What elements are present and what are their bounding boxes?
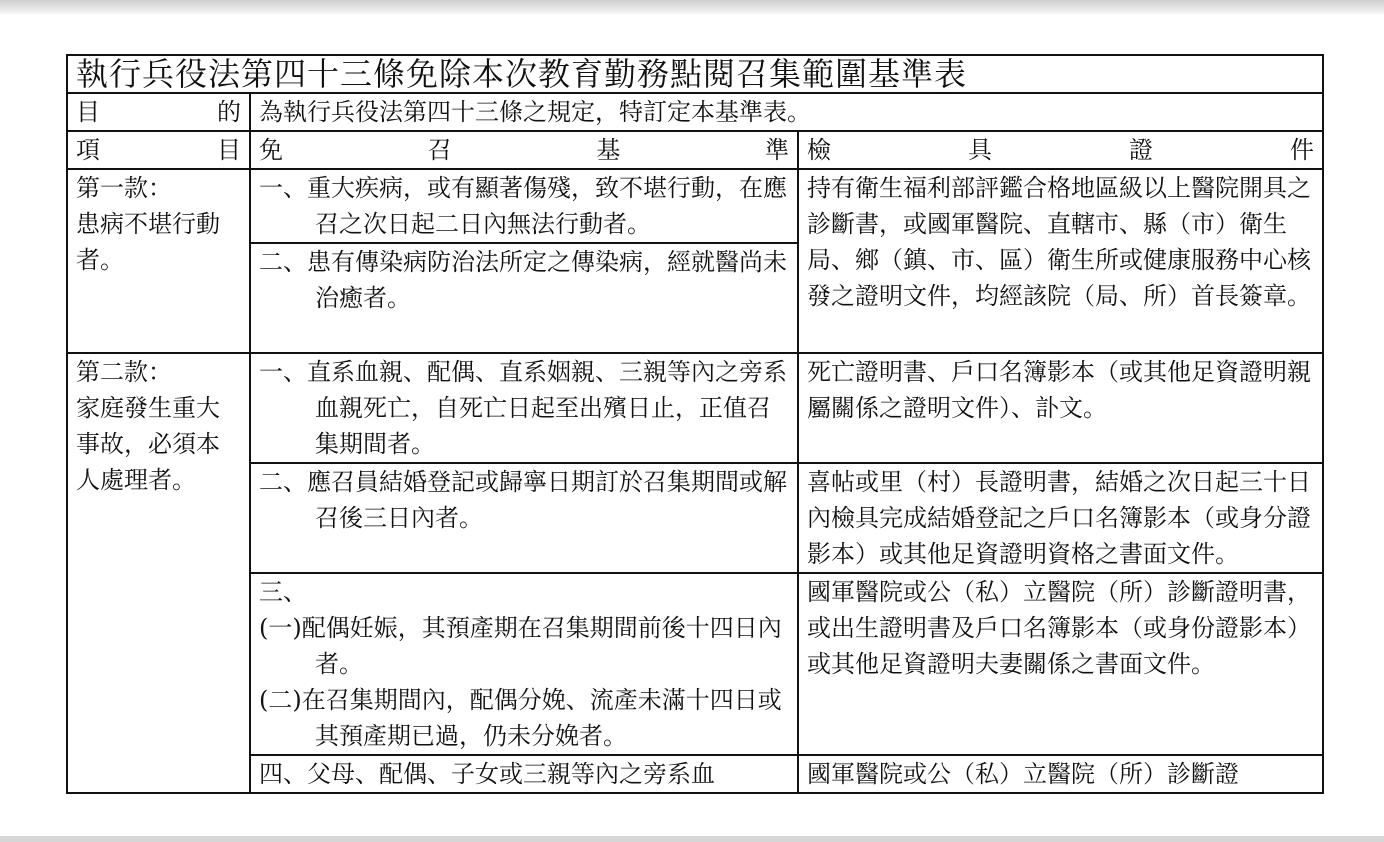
- clause2-criteria-3: [250, 573, 798, 755]
- header-criteria-char: 準: [764, 136, 789, 164]
- viewer-top-bar: [0, 0, 1384, 14]
- header-item-char: 目: [217, 136, 241, 164]
- clause2-label-line: 家庭發生重大: [76, 394, 220, 422]
- clause1-label: [67, 169, 250, 353]
- table-title: 執行兵役法第四十三條免除本次教育勤務點閱召集範圍基準表: [67, 55, 1323, 93]
- header-row: [67, 131, 1323, 169]
- header-documents-char: 證: [1129, 136, 1153, 164]
- purpose-label-char: 的: [217, 98, 241, 126]
- criteria-sub: (一)配偶妊娠，其預產期在召集期間前後十四日內者。: [259, 614, 782, 678]
- header-criteria-char: 召: [427, 136, 452, 164]
- criteria-sub: (二)在召集期間內，配偶分娩、流產未滿十四日或其預產期已過，仍未分娩者。: [259, 686, 782, 750]
- clause2-documents-4: 國軍醫院或公（私）立醫院（所）診斷證: [798, 755, 1323, 793]
- criteria-text: 一、重大疾病，或有顯著傷殘，致不堪行動，在應召之次日起二日內無法行動者。: [259, 174, 787, 238]
- header-documents-char: 檢: [807, 136, 831, 164]
- clause2-label-line: 第二款：: [76, 358, 172, 386]
- clause2-row: [67, 573, 1323, 755]
- header-documents-char: 具: [968, 136, 992, 164]
- viewer-bottom-bar: [0, 836, 1384, 842]
- header-documents-char: 件: [1290, 136, 1314, 164]
- criteria-text: 一、直系血親、配偶、直系姻親、三親等內之旁系血親死亡，自死亡日起至出殯日止，正值召集期間者。: [259, 358, 787, 458]
- purpose-row: [67, 93, 1323, 131]
- clause1-documents: 持有衛生福利部評鑑合格地區級以上醫院開具之診斷書，或國軍醫院、直轄市、縣（市）衛生局、鄉（鎮、市、區）衛生所或健康服務中心核發之證明文件，均經該院（局、所）首長簽章。: [798, 169, 1323, 353]
- header-criteria: [250, 131, 798, 169]
- clause1-row: [67, 169, 1323, 243]
- clause2-row: [67, 463, 1323, 573]
- header-item: [67, 131, 250, 169]
- clause2-row: [67, 353, 1323, 463]
- purpose-label-char: 目: [76, 98, 100, 126]
- clause1-criteria-2: [250, 243, 798, 353]
- clause1-label-line: 患病不堪行動: [76, 210, 220, 238]
- clause2-documents-2: 喜帖或里（村）長證明書，結婚之次日起三十日內檢具完成結婚登記之戶口名簿影本（或身分證影本）或其他足資證明資格之書面文件。: [798, 463, 1323, 573]
- clause2-row: [67, 755, 1323, 793]
- criteria-head: 三、: [259, 578, 307, 606]
- criteria-text: 二、患有傳染病防治法所定之傳染病，經就醫尚未治癒者。: [259, 248, 787, 312]
- clause2-label: [67, 353, 250, 793]
- title-row: [67, 55, 1323, 93]
- clause2-label-line: 事故，必須本: [76, 430, 220, 458]
- clause2-criteria-1: [250, 353, 798, 463]
- clause2-criteria-4: [250, 755, 798, 793]
- header-item-char: 項: [76, 136, 100, 164]
- clause2-criteria-2: [250, 463, 798, 573]
- regulation-table: [66, 54, 1324, 794]
- header-criteria-char: 免: [259, 136, 283, 164]
- clause1-criteria-1: [250, 169, 798, 243]
- criteria-text: 四、父母、配偶、子女或三親等內之旁系血: [259, 760, 715, 788]
- purpose-label: [67, 93, 250, 131]
- clause1-label-line: 者。: [76, 246, 124, 274]
- header-documents: [798, 131, 1323, 169]
- purpose-text: 為執行兵役法第四十三條之規定，特訂定本基準表。: [250, 93, 1323, 131]
- header-criteria-char: 基: [596, 136, 621, 164]
- clause2-documents-1: 死亡證明書、戶口名簿影本（或其他足資證明親屬關係之證明文件）、訃文。: [798, 353, 1323, 463]
- clause2-label-line: 人處理者。: [76, 466, 196, 494]
- clause2-documents-3: 國軍醫院或公（私）立醫院（所）診斷證明書，或出生證明書及戶口名簿影本（或身份證影本）或其他足資證明夫妻關係之書面文件。: [798, 573, 1323, 755]
- clause1-label-line: 第一款：: [76, 174, 172, 202]
- criteria-text: 二、應召員結婚登記或歸寧日期訂於召集期間或解召後三日內者。: [259, 468, 787, 532]
